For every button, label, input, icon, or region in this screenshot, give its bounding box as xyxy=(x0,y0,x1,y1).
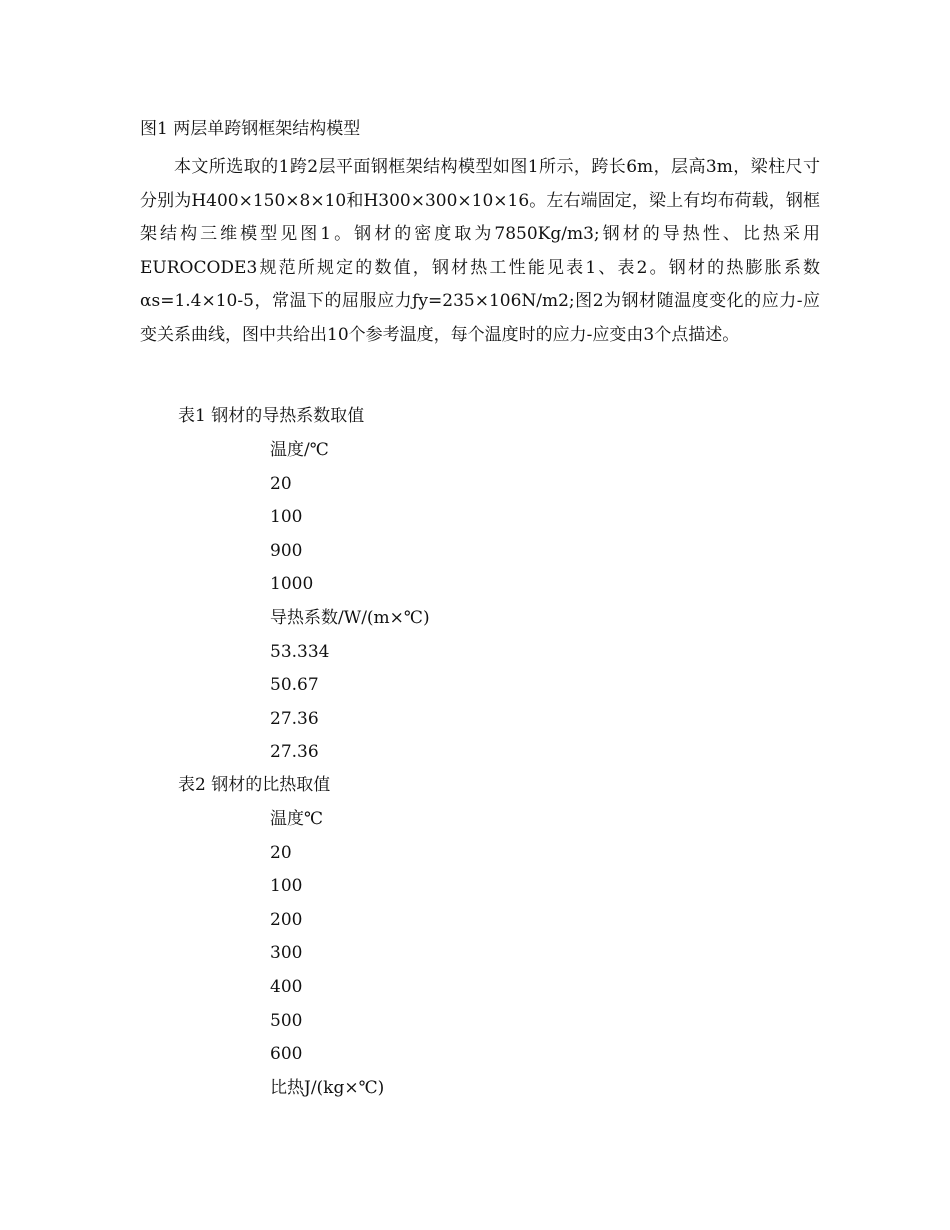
table1-cell: 50.67 xyxy=(270,675,319,696)
table2-cell: 300 xyxy=(270,943,303,964)
table1-cell: 53.334 xyxy=(270,641,330,662)
table2-cell: 600 xyxy=(270,1044,303,1065)
table1-cell: 温度/℃ xyxy=(270,440,329,460)
table1-cell: 27.36 xyxy=(270,708,319,729)
table1-cell: 1000 xyxy=(270,574,314,595)
table1-cell: 27.36 xyxy=(270,742,319,763)
table2-cell: 100 xyxy=(270,876,303,897)
body-paragraph: 本文所选取的1跨2层平面钢框架结构模型如图1所示，跨长6m，层高3m，梁柱尺寸分别为H400×150×8×10和H300×300×10×16。左右端固定，梁上有均布荷载，钢框架结构三维模型见图1。钢材的密度取为7850Kg/m3;钢材的导热性、比热采用EUROCODE3规范所规定的数值，钢材热工性能见表1、表2。钢材的热膨胀系数αs=1.4×10-5，常温下的屈服应力ƒy=235×106N/m2;图2为钢材随温度变化的应力-应变关系曲线，图中共给出10个参考温度，每个温度时的应力-应变由3个点描述。 xyxy=(140,157,820,345)
table2-cell: 500 xyxy=(270,1010,303,1031)
table1-cells xyxy=(270,434,430,770)
table1-cell: 20 xyxy=(270,473,292,494)
table2-cell: 温度℃ xyxy=(270,809,324,829)
table2-cell: 20 xyxy=(270,842,292,863)
table2-caption: 表2 钢材的比热取值 xyxy=(178,775,331,795)
figure-caption: 图1 两层单跨钢框架结构模型 xyxy=(140,119,361,139)
table2-cell: 200 xyxy=(270,909,303,930)
table1-caption: 表1 钢材的导热系数取值 xyxy=(178,406,365,426)
table2-cell: 400 xyxy=(270,976,303,997)
table2-cell: 比热J/(kg×℃) xyxy=(270,1077,385,1098)
table1-cell: 900 xyxy=(270,540,303,561)
table1-cell: 导热系数/W/(m×℃) xyxy=(270,607,430,628)
table2-cells xyxy=(270,803,384,1105)
table1-cell: 100 xyxy=(270,507,303,528)
